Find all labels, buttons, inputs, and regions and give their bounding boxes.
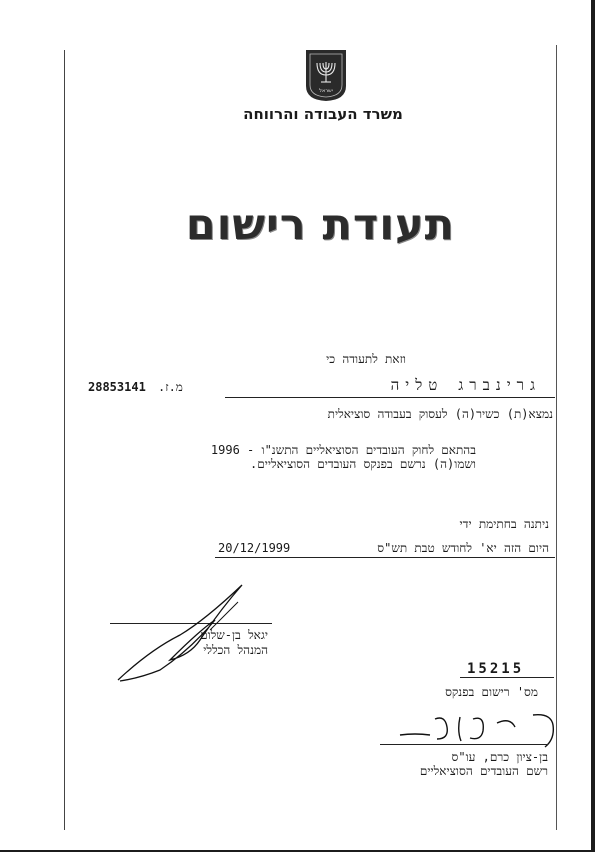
law-line-1: בהתאם לחוק העובדים הסוציאליים התשנ"ו - 1996 <box>210 443 476 457</box>
date-underline <box>215 557 555 558</box>
paper-edge-left <box>64 50 65 830</box>
certify-intro: וזאת לתעודה כי <box>326 352 406 366</box>
registrar-signature-line <box>380 744 548 745</box>
name-underline <box>225 397 555 398</box>
general-name: יגאל בן-שלום <box>200 628 268 642</box>
state-emblem-icon <box>304 48 348 102</box>
law-line-2: ושמו(ה) נרשם בפנקס העובדים הסוציאליים. <box>249 457 476 471</box>
status-line: נמצא(ת) כשיר(ה) לעסוק בעבודה סוציאלית <box>327 407 553 421</box>
registrar-title: רשם העובדים הסוציאליים <box>419 764 548 778</box>
holder-name: גרינברג טליה <box>390 376 541 394</box>
id-label: מ.ז. <box>158 380 183 394</box>
registration-number: 15215 <box>467 661 525 677</box>
issued-label: ניתנה בחתימת ידי <box>459 517 549 531</box>
general-title: המנהל הכללי <box>203 643 268 657</box>
id-number: 28853141 <box>88 380 146 394</box>
registration-underline <box>460 677 554 678</box>
ministry-name: משרד העבודה והרווחה <box>243 105 403 123</box>
registrar-name: בן-ציון כרם, עו"ס <box>451 750 548 764</box>
issued-date-line: היום הזה יא' לחודש טבת תש"ס <box>377 541 549 555</box>
certificate-title: תעודת רישום <box>185 200 455 250</box>
registration-label: מס' רישום בפנקס <box>445 685 538 699</box>
emblem-text: ישראל <box>319 88 333 94</box>
issued-date: 20/12/1999 <box>218 541 291 555</box>
